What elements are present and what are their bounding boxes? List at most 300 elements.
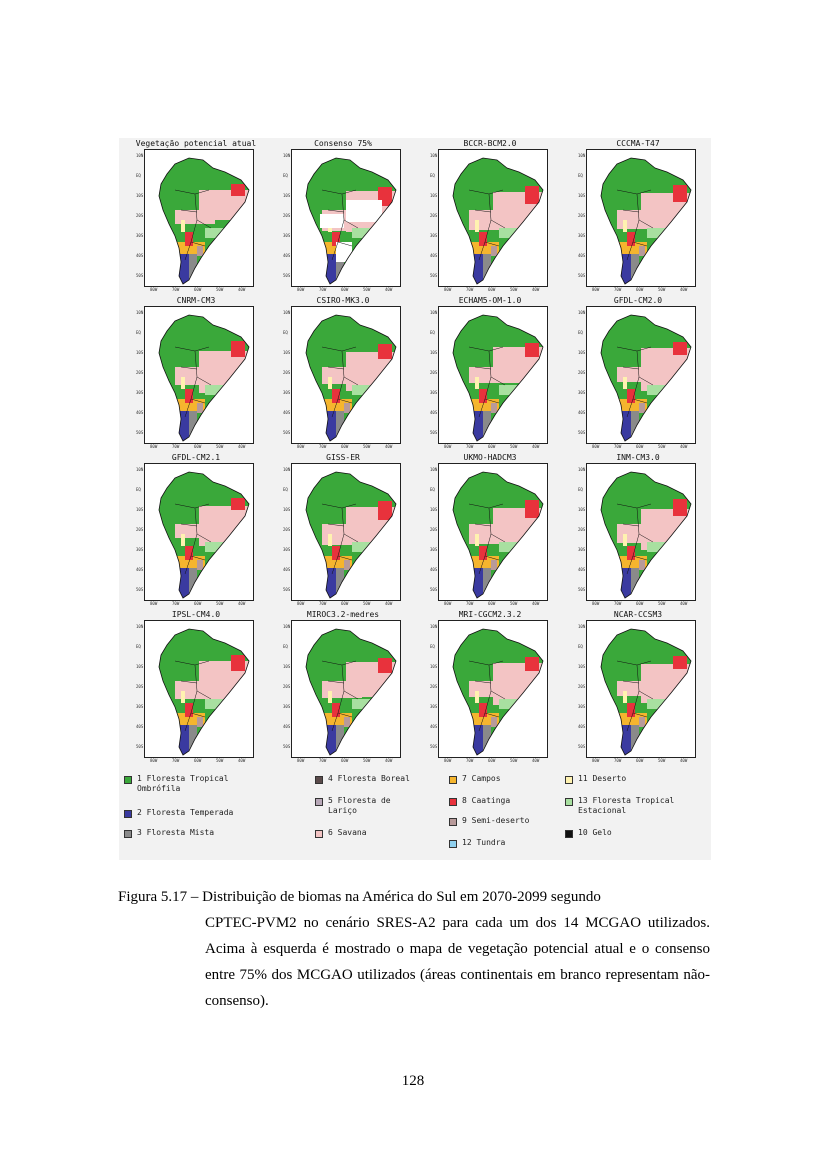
south-america-map: [291, 463, 401, 601]
map-panel: [122, 609, 270, 767]
latitude-tick: 50S: [430, 587, 438, 592]
semi-desert-region: [344, 560, 350, 570]
longitude-tick: 80W: [150, 601, 158, 606]
longitude-tick: 80W: [297, 444, 305, 449]
longitude-tick-labels: [144, 444, 252, 450]
longitude-tick: 80W: [592, 287, 600, 292]
latitude-tick-labels: [430, 620, 438, 756]
latitude-tick: EQ: [430, 644, 435, 649]
legend-label: 8 Caatinga: [462, 796, 511, 805]
latitude-tick: 40S: [430, 410, 438, 415]
longitude-tick: 80W: [592, 444, 600, 449]
legend-label: 11 Deserto: [578, 774, 627, 783]
longitude-tick-labels: [438, 444, 546, 450]
latitude-tick: EQ: [136, 644, 141, 649]
latitude-tick: 40S: [283, 724, 291, 729]
longitude-tick: 40W: [385, 287, 393, 292]
latitude-tick: 10N: [430, 467, 438, 472]
longitude-tick: 40W: [238, 287, 246, 292]
latitude-tick: 10N: [430, 310, 438, 315]
biome-map-svg: [587, 150, 695, 286]
semi-desert-region: [639, 403, 645, 413]
latitude-tick: 50S: [136, 273, 144, 278]
longitude-tick: 60W: [341, 601, 349, 606]
latitude-tick: 20S: [283, 213, 291, 218]
biome-map-svg: [439, 307, 547, 443]
latitude-tick: 10S: [283, 507, 291, 512]
latitude-tick: 50S: [578, 744, 586, 749]
south-america-map: [438, 463, 548, 601]
latitude-tick: 30S: [578, 704, 586, 709]
biome-map-svg: [587, 464, 695, 600]
longitude-tick: 50W: [216, 601, 224, 606]
latitude-tick: EQ: [430, 330, 435, 335]
latitude-tick: 20S: [578, 684, 586, 689]
semi-desert-region: [491, 246, 497, 256]
latitude-tick: EQ: [578, 330, 583, 335]
map-panel: [416, 295, 564, 453]
map-panel: [269, 295, 417, 453]
semi-desert-region: [197, 560, 203, 570]
desert-region: [475, 377, 479, 389]
latitude-tick: 10S: [430, 350, 438, 355]
biome-map-svg: [439, 464, 547, 600]
longitude-tick: 70W: [319, 758, 327, 763]
latitude-tick-labels: [430, 463, 438, 599]
longitude-tick-labels: [586, 444, 694, 450]
latitude-tick: 10S: [283, 350, 291, 355]
latitude-tick: 10N: [578, 624, 586, 629]
longitude-tick: 40W: [680, 287, 688, 292]
map-panel: [269, 138, 417, 296]
desert-region: [181, 377, 185, 389]
caatinga-region: [378, 344, 392, 359]
latitude-tick: 30S: [578, 233, 586, 238]
map-panel: [122, 295, 270, 453]
latitude-tick: 10N: [430, 153, 438, 158]
longitude-tick: 70W: [319, 601, 327, 606]
caatinga-region: [673, 656, 687, 669]
longitude-tick: 50W: [363, 287, 371, 292]
latitude-tick: 10N: [283, 467, 291, 472]
desert-region: [328, 377, 332, 389]
longitude-tick: 60W: [341, 287, 349, 292]
legend-swatch: [565, 830, 573, 838]
latitude-tick: 10S: [430, 664, 438, 669]
south-america-map: [144, 306, 254, 444]
latitude-tick: 50S: [283, 587, 291, 592]
south-america-map: [291, 620, 401, 758]
semi-desert-region: [197, 246, 203, 256]
map-panel: [122, 452, 270, 610]
longitude-tick: 80W: [297, 601, 305, 606]
desert-region: [328, 534, 332, 546]
latitude-tick: 50S: [430, 273, 438, 278]
longitude-tick-labels: [438, 601, 546, 607]
legend-swatch: [315, 830, 323, 838]
longitude-tick-labels: [144, 758, 252, 764]
longitude-tick: 70W: [614, 444, 622, 449]
legend-swatch: [124, 776, 132, 784]
desert-region: [623, 691, 627, 703]
biome-legend: [119, 766, 711, 860]
longitude-tick: 50W: [510, 758, 518, 763]
latitude-tick: 20S: [578, 527, 586, 532]
biome-map-svg: [292, 150, 400, 286]
map-panel: [416, 452, 564, 610]
caatinga-region: [231, 341, 245, 357]
biome-map-svg: [145, 307, 253, 443]
caatinga-region: [525, 500, 539, 518]
semi-desert-region: [197, 403, 203, 413]
latitude-tick: 20S: [136, 370, 144, 375]
latitude-tick: 30S: [136, 390, 144, 395]
latitude-tick: EQ: [283, 487, 288, 492]
latitude-tick: EQ: [283, 173, 288, 178]
longitude-tick: 70W: [614, 601, 622, 606]
latitude-tick-labels: [136, 306, 144, 442]
latitude-tick: 40S: [578, 253, 586, 258]
latitude-tick: 40S: [430, 567, 438, 572]
latitude-tick: 10N: [430, 624, 438, 629]
latitude-tick: EQ: [578, 173, 583, 178]
latitude-tick: 10N: [283, 624, 291, 629]
latitude-tick: 50S: [430, 744, 438, 749]
latitude-tick: 10S: [578, 507, 586, 512]
latitude-tick: 10N: [578, 153, 586, 158]
latitude-tick: 10N: [136, 153, 144, 158]
legend-swatch: [449, 776, 457, 784]
legend-label: 10 Gelo: [578, 828, 612, 837]
latitude-tick: 30S: [283, 233, 291, 238]
figure-caption: [118, 884, 710, 1014]
latitude-tick: 30S: [283, 390, 291, 395]
longitude-tick: 80W: [444, 287, 452, 292]
latitude-tick: 30S: [283, 704, 291, 709]
map-panel-title: MIROC3.2-medres: [306, 610, 380, 619]
latitude-tick: 40S: [136, 724, 144, 729]
biome-map-svg: [439, 150, 547, 286]
latitude-tick: 50S: [136, 430, 144, 435]
longitude-tick: 70W: [172, 758, 180, 763]
desert-region: [623, 534, 627, 546]
latitude-tick: 10N: [136, 310, 144, 315]
south-america-map: [438, 149, 548, 287]
longitude-tick: 40W: [385, 601, 393, 606]
south-america-map: [586, 463, 696, 601]
latitude-tick: 50S: [430, 430, 438, 435]
biome-map-svg: [145, 621, 253, 757]
longitude-tick: 50W: [658, 601, 666, 606]
legend-swatch: [565, 776, 573, 784]
latitude-tick: 10S: [136, 664, 144, 669]
longitude-tick: 60W: [194, 444, 202, 449]
longitude-tick: 80W: [444, 758, 452, 763]
longitude-tick: 60W: [194, 287, 202, 292]
map-panel-title: BCCR-BCM2.0: [463, 139, 517, 148]
biome-map-svg: [439, 621, 547, 757]
semi-desert-region: [491, 560, 497, 570]
map-panel: [122, 138, 270, 296]
latitude-tick: 20S: [283, 684, 291, 689]
legend-label: 2 Floresta Temperada: [137, 808, 234, 817]
latitude-tick-labels: [578, 306, 586, 442]
latitude-tick: 40S: [578, 567, 586, 572]
latitude-tick: 20S: [430, 527, 438, 532]
map-panel-title: UKMO-HADCM3: [463, 453, 517, 462]
longitude-tick: 80W: [297, 287, 305, 292]
longitude-tick: 70W: [466, 287, 474, 292]
latitude-tick: 20S: [136, 684, 144, 689]
map-panel-title: Vegetação potencial atual: [135, 139, 257, 148]
longitude-tick: 40W: [532, 758, 540, 763]
semi-desert-region: [491, 717, 497, 727]
south-america-map: [144, 149, 254, 287]
map-panel: [269, 609, 417, 767]
legend-swatch: [124, 830, 132, 838]
latitude-tick: 20S: [430, 370, 438, 375]
latitude-tick: 10S: [578, 193, 586, 198]
desert-region: [475, 691, 479, 703]
longitude-tick: 60W: [341, 758, 349, 763]
south-america-map: [586, 149, 696, 287]
caption-text-line1: Distribuição de biomas na América do Sul em 2070-2099 segundo: [202, 889, 601, 905]
latitude-tick: EQ: [578, 487, 583, 492]
latitude-tick: EQ: [430, 487, 435, 492]
longitude-tick: 40W: [532, 444, 540, 449]
south-america-map: [144, 463, 254, 601]
semi-desert-region: [344, 717, 350, 727]
latitude-tick: 20S: [578, 370, 586, 375]
longitude-tick: 80W: [150, 287, 158, 292]
desert-region: [181, 220, 185, 232]
latitude-tick: 30S: [430, 233, 438, 238]
map-panel: [564, 609, 712, 767]
map-panel-title: NCAR-CCSM3: [613, 610, 663, 619]
longitude-tick-labels: [291, 444, 399, 450]
map-panel-title: ECHAM5-OM-1.0: [458, 296, 522, 305]
biome-map-figure: [119, 138, 711, 860]
longitude-tick-labels: [291, 601, 399, 607]
latitude-tick-labels: [136, 463, 144, 599]
latitude-tick: 20S: [283, 527, 291, 532]
latitude-tick: 40S: [578, 410, 586, 415]
latitude-tick: 10S: [578, 350, 586, 355]
longitude-tick: 50W: [216, 758, 224, 763]
south-america-map: [586, 620, 696, 758]
longitude-tick: 50W: [216, 444, 224, 449]
latitude-tick: 40S: [578, 724, 586, 729]
longitude-tick: 40W: [532, 287, 540, 292]
caatinga-region: [378, 658, 392, 673]
latitude-tick: 10S: [578, 664, 586, 669]
biome-map-svg: [587, 307, 695, 443]
latitude-tick-labels: [136, 620, 144, 756]
legend-swatch: [565, 798, 573, 806]
latitude-tick: 10S: [430, 193, 438, 198]
biome-map-svg: [292, 464, 400, 600]
latitude-tick: 50S: [578, 273, 586, 278]
longitude-tick: 70W: [614, 758, 622, 763]
longitude-tick: 60W: [341, 444, 349, 449]
biome-map-svg: [145, 150, 253, 286]
longitude-tick: 60W: [636, 601, 644, 606]
caption-label: Figura 5.17 –: [118, 889, 199, 905]
legend-swatch: [315, 776, 323, 784]
semi-desert-region: [639, 246, 645, 256]
biome-map-svg: [145, 464, 253, 600]
latitude-tick: 30S: [283, 547, 291, 552]
caatinga-region: [231, 184, 245, 196]
longitude-tick: 50W: [363, 444, 371, 449]
longitude-tick: 70W: [172, 601, 180, 606]
desert-region: [475, 534, 479, 546]
longitude-tick: 40W: [238, 758, 246, 763]
latitude-tick: 30S: [136, 547, 144, 552]
latitude-tick: 20S: [136, 527, 144, 532]
latitude-tick: 50S: [283, 273, 291, 278]
latitude-tick: 10N: [578, 310, 586, 315]
legend-swatch: [449, 840, 457, 848]
longitude-tick: 40W: [680, 601, 688, 606]
map-panel: [416, 138, 564, 296]
latitude-tick: 30S: [430, 547, 438, 552]
legend-swatch: [315, 798, 323, 806]
caption-text-rest: CPTEC-PVM2 no cenário SRES-A2 para cada um dos 14 MCGAO utilizados. Acima à esquerda é mostrado o mapa de vegetação potencial atual e o consenso entre 75% dos MCGAO utilizados (áreas continentais em branco representam não-consenso).: [205, 915, 710, 1009]
latitude-tick: EQ: [578, 644, 583, 649]
longitude-tick: 70W: [172, 287, 180, 292]
latitude-tick: 50S: [136, 744, 144, 749]
latitude-tick: 40S: [136, 567, 144, 572]
legend-swatch: [449, 818, 457, 826]
latitude-tick: 50S: [578, 587, 586, 592]
semi-desert-region: [639, 717, 645, 727]
longitude-tick: 50W: [363, 601, 371, 606]
south-america-map: [144, 620, 254, 758]
legend-swatch: [449, 798, 457, 806]
longitude-tick: 70W: [172, 444, 180, 449]
latitude-tick: 40S: [283, 410, 291, 415]
latitude-tick: 50S: [283, 744, 291, 749]
latitude-tick: 10S: [136, 507, 144, 512]
map-panel-title: CCCMA-T47: [616, 139, 660, 148]
longitude-tick-labels: [586, 601, 694, 607]
latitude-tick: EQ: [430, 173, 435, 178]
caatinga-region: [378, 501, 392, 520]
legend-swatch: [124, 810, 132, 818]
legend-label: 6 Savana: [328, 828, 367, 837]
longitude-tick: 40W: [680, 444, 688, 449]
longitude-tick: 80W: [150, 758, 158, 763]
longitude-tick: 60W: [488, 758, 496, 763]
legend-label: 5 Floresta de Lariço: [328, 796, 391, 815]
caatinga-region: [525, 657, 539, 671]
longitude-tick: 50W: [658, 758, 666, 763]
non-consensus-region: [346, 200, 382, 222]
caatinga-region: [231, 498, 245, 510]
south-america-map: [291, 306, 401, 444]
semi-desert-region: [491, 403, 497, 413]
south-america-map: [438, 620, 548, 758]
latitude-tick: 40S: [283, 253, 291, 258]
longitude-tick: 60W: [636, 444, 644, 449]
legend-label: 3 Floresta Mista: [137, 828, 215, 837]
longitude-tick: 50W: [216, 287, 224, 292]
longitude-tick: 40W: [385, 758, 393, 763]
map-panel: [416, 609, 564, 767]
semi-desert-region: [197, 717, 203, 727]
non-consensus-region: [336, 242, 352, 262]
longitude-tick: 80W: [444, 444, 452, 449]
latitude-tick-labels: [578, 620, 586, 756]
latitude-tick: EQ: [283, 330, 288, 335]
longitude-tick: 70W: [319, 287, 327, 292]
non-consensus-region: [320, 214, 344, 228]
latitude-tick-labels: [430, 306, 438, 442]
longitude-tick: 80W: [592, 758, 600, 763]
longitude-tick-labels: [144, 287, 252, 293]
caatinga-region: [673, 499, 687, 516]
latitude-tick-labels: [578, 149, 586, 285]
longitude-tick: 60W: [194, 758, 202, 763]
longitude-tick: 40W: [238, 601, 246, 606]
latitude-tick: 30S: [430, 390, 438, 395]
longitude-tick-labels: [586, 287, 694, 293]
map-panel: [564, 452, 712, 610]
caatinga-region: [673, 185, 687, 202]
legend-label: 4 Floresta Boreal: [328, 774, 410, 783]
latitude-tick: 40S: [136, 253, 144, 258]
semi-desert-region: [639, 560, 645, 570]
map-panel-title: CNRM-CM3: [176, 296, 216, 305]
longitude-tick: 40W: [385, 444, 393, 449]
map-panel: [564, 295, 712, 453]
longitude-tick: 60W: [636, 758, 644, 763]
longitude-tick: 60W: [488, 444, 496, 449]
semi-desert-region: [344, 403, 350, 413]
longitude-tick: 50W: [658, 444, 666, 449]
longitude-tick: 60W: [488, 601, 496, 606]
longitude-tick: 60W: [636, 287, 644, 292]
latitude-tick: 20S: [283, 370, 291, 375]
latitude-tick: 10N: [578, 467, 586, 472]
page-number: 128: [401, 1073, 425, 1089]
longitude-tick: 50W: [363, 758, 371, 763]
latitude-tick: 30S: [578, 390, 586, 395]
legend-label: 1 Floresta Tropical Ombrófila: [137, 774, 229, 793]
latitude-tick-labels: [136, 149, 144, 285]
latitude-tick: 40S: [136, 410, 144, 415]
caatinga-region: [231, 655, 245, 671]
latitude-tick: 10N: [136, 624, 144, 629]
latitude-tick: 10S: [136, 350, 144, 355]
map-panel-title: GFDL-CM2.1: [171, 453, 221, 462]
longitude-tick: 50W: [510, 287, 518, 292]
desert-region: [623, 220, 627, 232]
longitude-tick: 80W: [444, 601, 452, 606]
latitude-tick-labels: [578, 463, 586, 599]
map-panel-title: IPSL-CM4.0: [171, 610, 221, 619]
latitude-tick: 20S: [578, 213, 586, 218]
map-panel: [269, 452, 417, 610]
map-panel-title: MRI-CGCM2.3.2: [458, 610, 522, 619]
biome-map-svg: [587, 621, 695, 757]
latitude-tick: 30S: [136, 233, 144, 238]
latitude-tick: EQ: [283, 644, 288, 649]
biome-map-svg: [292, 621, 400, 757]
longitude-tick: 70W: [319, 444, 327, 449]
longitude-tick: 40W: [238, 444, 246, 449]
